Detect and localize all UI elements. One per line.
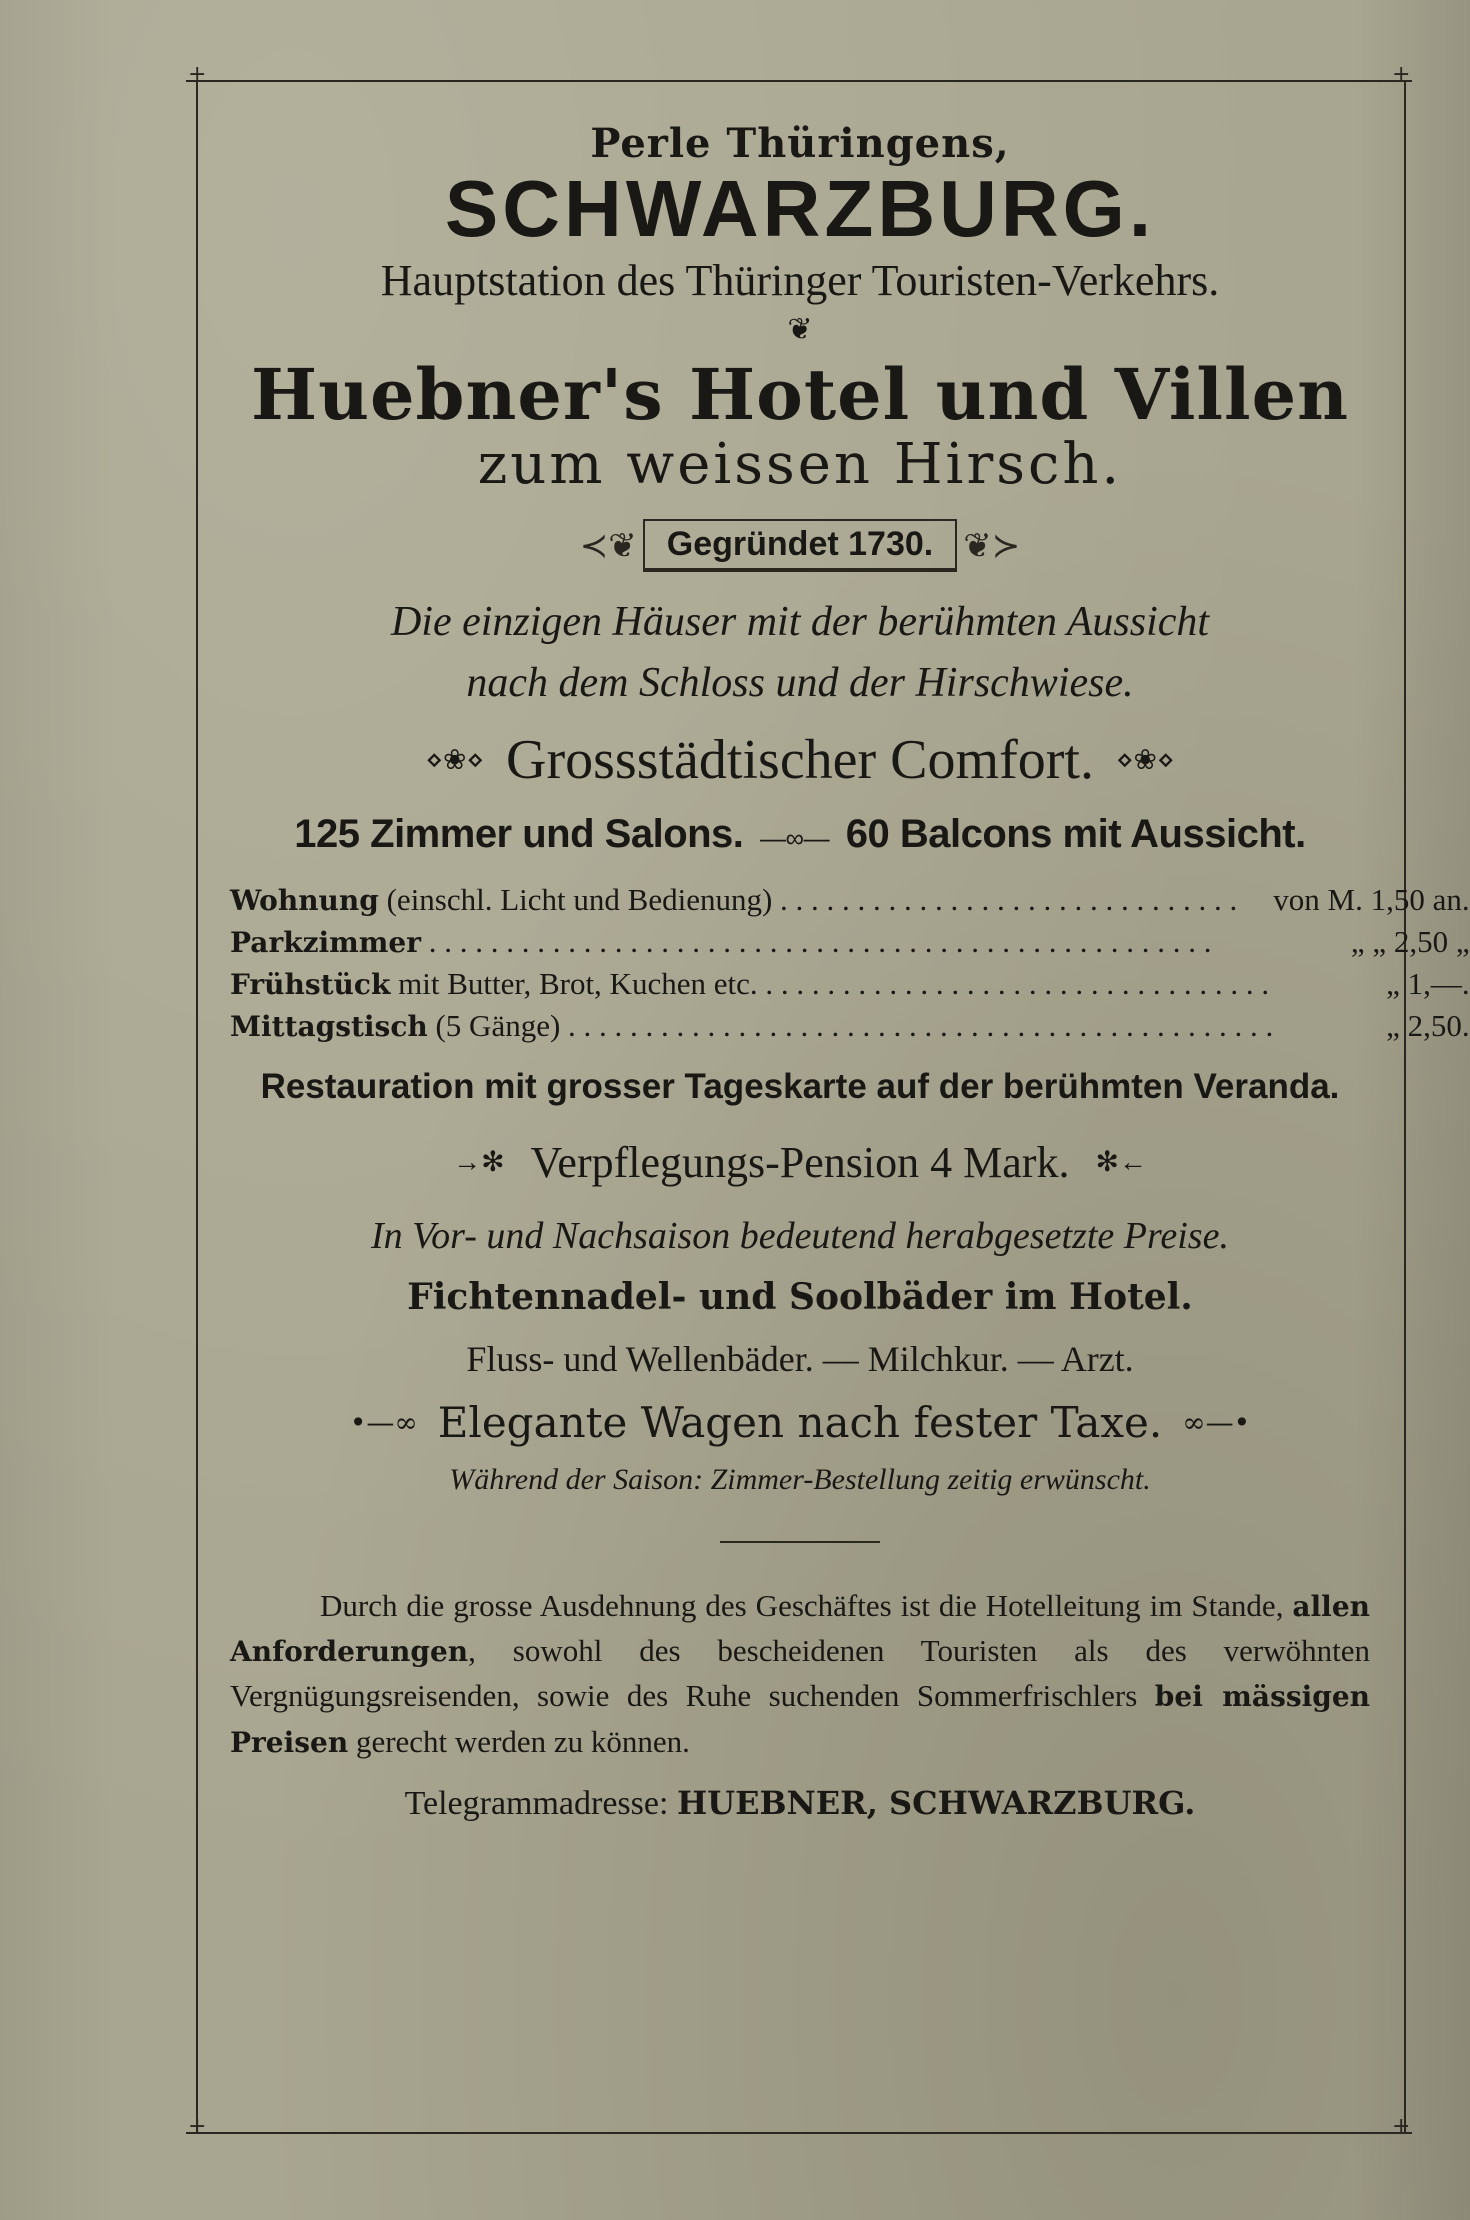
view-description bbox=[230, 592, 1370, 714]
founded-box: Gegründet 1730. bbox=[643, 519, 957, 572]
paragraph-part: , sowohl des bescheidenen Touristen als des verwöhnten Vergnügungsreisenden, sowie des Ruhe suchenden Sommerfrischlers bbox=[230, 1633, 1370, 1714]
fleuron-icon: ❦ bbox=[787, 313, 813, 346]
price-value: „ 2,50. bbox=[1386, 1007, 1470, 1043]
rooms-count: 125 Zimmer und Salons. bbox=[294, 811, 744, 856]
dash-ornament-left-icon: •—∞ bbox=[349, 1405, 418, 1439]
price-value: „ „ 2,50 „ bbox=[1350, 923, 1470, 959]
price-item-detail: mit Butter, Brot, Kuchen etc. . . . . . . . . . . . . . . . . . . . . . . . . . . . . . . . . . bbox=[390, 965, 1270, 1001]
corner-cross-icon: + bbox=[1392, 62, 1411, 87]
price-item-name: Mittagstisch bbox=[230, 1009, 428, 1043]
price-item-name: Wohnung bbox=[230, 883, 379, 917]
balcony-count: 60 Balcons mit Aussicht. bbox=[845, 811, 1306, 856]
price-item-detail: (5 Gänge) . . . . . . . . . . . . . . . . . . . . . . . . . . . . . . . . . . . . . . . . . . . . . . bbox=[427, 1007, 1274, 1043]
paragraph-part: gerecht werden zu können. bbox=[348, 1723, 690, 1759]
price-row bbox=[230, 1005, 1470, 1047]
flourish-right-icon: ❦≻ bbox=[963, 527, 1021, 565]
price-item bbox=[230, 879, 1273, 921]
info-paragraph bbox=[230, 1583, 1370, 1764]
restauration-line: Restauration mit grosser Tageskarte auf der berühmten Veranda. bbox=[260, 1066, 1340, 1106]
view-line-1: Die einzigen Häuser mit der berühmten Aussicht bbox=[390, 599, 1210, 645]
price-row bbox=[230, 879, 1470, 921]
price-value: von M. 1,50 an. bbox=[1273, 881, 1470, 917]
price-row bbox=[230, 963, 1470, 1005]
price-item-detail: . . . . . . . . . . . . . . . . . . . . . . . . . . . . . . . . . . . . . . . . . . . . . . . . . . . bbox=[420, 923, 1212, 959]
flourish-left-icon: ≺❦ bbox=[579, 527, 637, 565]
off-season-line: In Vor- und Nachsaison bedeutend herabgesetzte Preise. bbox=[371, 1214, 1229, 1257]
price-item bbox=[230, 1005, 1273, 1047]
telegram-line bbox=[230, 1784, 1370, 1823]
price-item bbox=[230, 921, 1273, 963]
view-line-2: nach dem Schloss und der Hirschwiese. bbox=[466, 659, 1134, 706]
price-list bbox=[230, 879, 1470, 1047]
telegram-label: Telegrammadresse: bbox=[404, 1784, 677, 1822]
tagline-perle: Perle Thüringens, bbox=[590, 120, 1010, 167]
price-row bbox=[230, 921, 1470, 963]
baths-line: Fichtennadel- und Soolbäder im Hotel. bbox=[407, 1275, 1193, 1318]
town-title: SCHWARZBURG. bbox=[444, 164, 1156, 253]
carriage-line bbox=[230, 1398, 1370, 1447]
paragraph-emphasis: allen Anforderungen bbox=[230, 1589, 1370, 1669]
paragraph-text bbox=[230, 1583, 1370, 1764]
rooms-line bbox=[230, 812, 1370, 857]
dash-ornament-icon: —∞— bbox=[760, 822, 830, 853]
ornament-right-icon: ⋄❀⋄ bbox=[1115, 744, 1175, 776]
comfort-heading bbox=[230, 728, 1370, 792]
booking-note: Während der Saison: Zimmer-Bestellung zeitig erwünscht. bbox=[449, 1462, 1151, 1496]
divider bbox=[720, 1541, 880, 1543]
advertisement bbox=[230, 110, 1470, 1823]
ornament-left-icon: ⋄❀⋄ bbox=[425, 744, 485, 776]
hotel-subname: zum weissen Hirsch. bbox=[477, 432, 1123, 497]
pension-heading bbox=[230, 1137, 1370, 1188]
price-item-name: Parkzimmer bbox=[230, 925, 421, 959]
corner-cross-icon: + bbox=[188, 2114, 207, 2139]
price-item-name: Frühstück bbox=[230, 967, 391, 1001]
price-item bbox=[230, 963, 1273, 1005]
arrow-ornament-left-icon: →✻ bbox=[453, 1147, 505, 1179]
dash-ornament-right-icon: ∞—• bbox=[1182, 1405, 1251, 1439]
hotel-name: Huebner's Hotel und Villen bbox=[250, 353, 1350, 436]
founded-row bbox=[230, 519, 1370, 572]
carriage-text: Elegante Wagen nach fester Taxe. bbox=[437, 1397, 1163, 1447]
pension-text: Verpflegungs-Pension 4 Mark. bbox=[530, 1137, 1070, 1187]
amenities-line: Fluss- und Wellenbäder. — Milchkur. — Arzt. bbox=[466, 1338, 1134, 1379]
price-item-detail: (einschl. Licht und Bedienung) . . . . . . . . . . . . . . . . . . . . . . . . . . . . . . bbox=[378, 881, 1238, 917]
paragraph-part: Durch die grosse Ausdehnung des Geschäftes ist die Hotelleitung im Stande, bbox=[320, 1587, 1293, 1623]
arrow-ornament-right-icon: ✻← bbox=[1095, 1147, 1147, 1179]
corner-cross-icon: + bbox=[1392, 2114, 1411, 2139]
telegram-address: HUEBNER, SCHWARZBURG. bbox=[676, 1783, 1196, 1822]
comfort-text: Grossstädtischer Comfort. bbox=[506, 728, 1094, 791]
paragraph-emphasis: bei mässigen Preisen bbox=[230, 1680, 1370, 1759]
price-value: „ 1,—. bbox=[1386, 965, 1470, 1001]
corner-cross-icon: + bbox=[188, 62, 207, 87]
station-subtitle: Hauptstation des Thüringer Touristen-Verkehrs. bbox=[380, 256, 1220, 305]
